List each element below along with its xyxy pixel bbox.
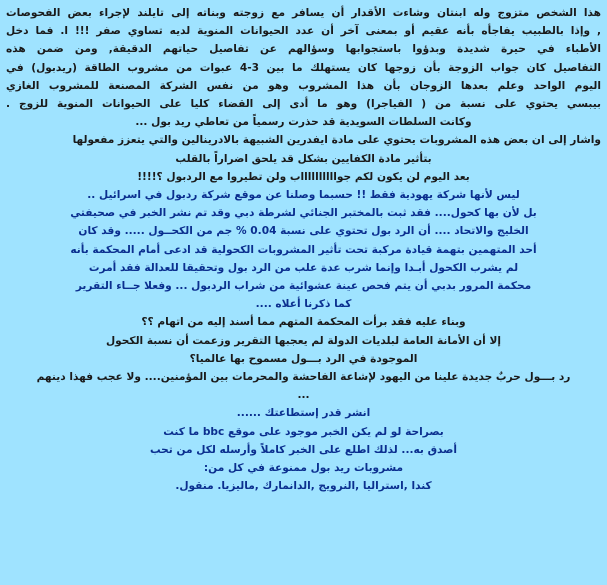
text-line: كما ذكرنا أعلاه .... [255, 298, 352, 311]
text-line: أصدق به... لذلك اطلع على الخبر كاملاً وأرسله لكل من تحب [149, 443, 458, 456]
paragraph-alcohol [6, 186, 601, 313]
text-line: مشروبات ريد بول ممنوعة في كل من: [203, 462, 404, 475]
text-line: إلا أن الأمانة العامة لبلديات الدولة لم يعجبها التقرير وزعمت أن نسبة الكحول [105, 334, 502, 347]
text-line: التفاصيل كان جواب الزوجة بأن زوجها كان يستهلك ما بين 3-4 عبوات من مشروب الطاقة (ريدبول) في [6, 61, 601, 74]
text-line: بعد اليوم لن يكون لكم جوااااااااااب ولن تطيروا مع الردبول ؟!!!! [137, 170, 470, 183]
text-line: رد بـــول حربٌ جديدة علينا من اليهود لإشاعة الفاحشة والمحرمات بين المؤمنين.... ولا عجب فهذا دينهم [36, 371, 571, 384]
text-line: وبناء عليه فقد برأت المحكمة المتهم مما أسند إليه من اتهام ؟؟ [141, 316, 466, 329]
text-line: محكمة المرور بدبي أن يتم فحص عينة عشوائية من شراب الردبول ... وفعلا جــاء التقرير [75, 280, 532, 293]
text-line: واشار إلى ان بعض هذه المشروبات يحتوي على مادة ايفدرين الشبيهة بالادرينالين والتي يتعزز مفعولها [72, 134, 601, 147]
text-line: الأطباء في حيرة شديدة وبدؤوا باستجوابها وسؤالهم عن تفاصيل حياتهم الدقيقة, ومن ضمن هذه [6, 43, 601, 56]
text-line: اليوم الواحد وعلم بعدها الزوجان بأن هذا المشروب وهو من نفس الشركة المصنعة للمشروب الغازي [6, 79, 601, 92]
text-line: الموجودة في الرد بـــول مسموح بها عالميا؟ [189, 352, 418, 365]
text-line: بيبسي يحتوي على نسبة من ( الفياجرا) وهو ما أدى إلى القضاء كليا على الحيوانات المنوية للزوج . [6, 98, 601, 111]
text-line: ... [297, 389, 310, 402]
text-line: بل لأن بها كحول.... فقد ثبت بالمختبر الجنائي لشرطة دبي وقد تم نشر الخبر في صحيفتي [70, 207, 537, 220]
paragraph-share [6, 404, 601, 495]
text-line: ليس لأنها شركة يهودية فقط !! حسبما وصلنا عن موقع شركة ردبول في اسرائيل .. [87, 189, 520, 202]
text-line: أحد المتهمين بتهمة قيادة مركبة تحت تأثير المشروبات الكحولية قد ادعى أمام المحكمة بأنه [70, 243, 537, 256]
paragraph-court [6, 313, 601, 404]
text-line: وكانت السلطات السويدية قد حذرت رسمياً من تعاطي ريد بول ... [135, 116, 472, 129]
paragraph-intro [6, 4, 601, 131]
text-line: هذا الشخص متزوج وله ابنتان وشاءت الأقدار أن يسافر مع زوجته وبناته إلى تايلند لإجراء بعض الفحوصات [6, 7, 601, 19]
text-line: انشر قدر إستطاعتك ...... [236, 407, 371, 420]
text-line: كندا ,استراليا ,النرويج ,الدانمارك ,ماليزيا. منقول. [175, 480, 432, 493]
text-line: الخليج والاتحاد .... أن الرد بول تحتوي على نسبة 0.04 % جم من الكحــول ..... وقد كان [78, 225, 529, 238]
paragraph-ephedrine [6, 131, 601, 186]
text-line: بتأثير مادة الكفايين بشكل قد يلحق اضراراً بالقلب [175, 152, 432, 165]
text-line: لم يشرب الكحول أبـدا وإنما شرب عدة علب من الرد بول وتحقيقا للعدالة فقد أمرت [88, 261, 519, 274]
text-line: , وإذا بالطبيب يفاجأه بأنه عقيم أو بمعنى آخر أن عدد الحيوانات المنوية لديه تساوي صفر !!! ا. فما دخل [6, 25, 601, 38]
text-line: بصراحة لو لم يكن الخبر موجود على موقع bbc ما كنت [163, 425, 444, 438]
